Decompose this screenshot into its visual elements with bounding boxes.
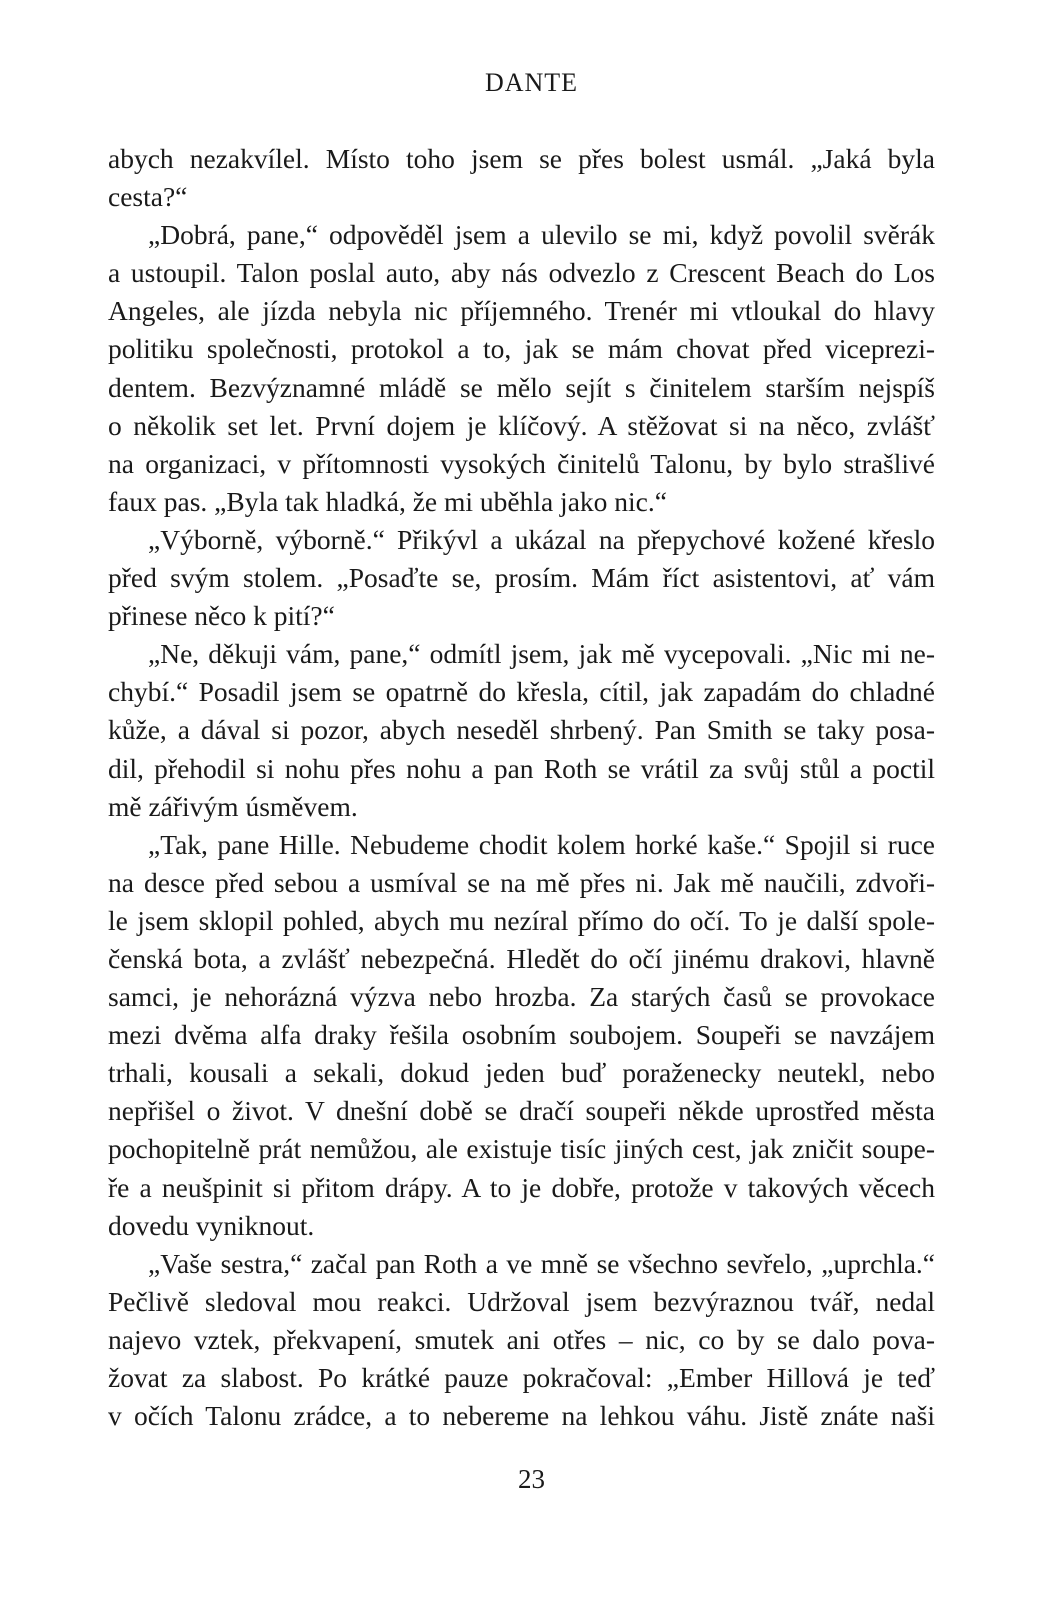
text-line: najevo vztek, překvapení, smutek ani otřes – nic, co by se dalo pova- <box>108 1323 935 1355</box>
text-line: na organizaci, v přítomnosti vysokých činitelů Talonu, by bylo strašlivé <box>108 447 935 479</box>
text-line: le jsem sklopil pohled, abych mu nezíral přímo do očí. To je další spole- <box>108 904 935 936</box>
text-line: „Dobrá, pane,“ odpověděl jsem a ulevilo se mi, když povolil svěrák <box>148 219 935 251</box>
text-line: samci, je nehorázná výzva nebo hrozba. Za starých časů se provokace <box>108 981 935 1013</box>
running-head: DANTE <box>484 68 579 97</box>
text-line: dovedu vyniknout. <box>108 1209 315 1241</box>
text-line: žovat za slabost. Po krátké pauze pokračoval: „Ember Hillová je teď <box>108 1362 935 1393</box>
text-line: trhali, kousali a sekali, dokud jeden buď poraženecky neutekl, nebo <box>108 1057 935 1089</box>
text-line: přinese něco k pití?“ <box>108 600 335 632</box>
text-line: v očích Talonu zrádce, a to nebereme na lehkou váhu. Jistě znáte naši <box>108 1400 935 1432</box>
text-line: abych nezakvílel. Místo toho jsem se přes bolest usmál. „Jaká byla <box>108 143 935 174</box>
text-line: pochopitelně prát nemůžou, ale existuje tisíc jiných cest, jak zničit soupe- <box>108 1133 935 1165</box>
text-line: „Ne, děkuji vám, pane,“ odmítl jsem, jak mě vycepovali. „Nic mi ne- <box>148 638 935 670</box>
text-line: dil, přehodil si nohu přes nohu a pan Roth se vrátil za svůj stůl a poctil <box>108 752 935 784</box>
text-line: „Výborně, výborně.“ Přikývl a ukázal na přepychové kožené křeslo <box>148 523 935 555</box>
text-line: mezi dvěma alfa draky řešila osobním soubojem. Soupeři se navzájem <box>108 1019 935 1051</box>
text-line: Angeles, ale jízda nebyla nic příjemného. Trenér mi vtloukal do hlavy <box>108 295 935 327</box>
text-line: politiku společnosti, protokol a to, jak se mám chovat před viceprezi- <box>108 333 935 365</box>
text-line: „Tak, pane Hille. Nebudeme chodit kolem horké kaše.“ Spojil si ruce <box>148 828 935 860</box>
text-line: ře a neušpinit si přitom drápy. A to je dobře, protože v takových věcech <box>108 1171 935 1203</box>
text-line: před svým stolem. „Posaďte se, prosím. Mám říct asistentovi, ať vám <box>108 562 935 594</box>
text-line: nepřišel o život. V dnešní době se dračí soupeři někde uprostřed města <box>108 1095 935 1127</box>
text-line: dentem. Bezvýznamné mládě se mělo sejít s činitelem starším nejspíš <box>108 371 935 403</box>
text-line: na desce před sebou a usmíval se na mě přes ni. Jak mě naučili, zdvoři- <box>108 866 935 898</box>
text-line: čenská bota, a zvlášť nebezpečná. Hledět do očí jinému drakovi, hlavně <box>108 942 935 974</box>
text-line: o několik set let. První dojem je klíčový. A stěžovat si na něco, zvlášť <box>108 409 935 441</box>
text-line: cesta?“ <box>108 181 188 213</box>
text-line: faux pas. „Byla tak hladká, že mi uběhla jako nic.“ <box>108 485 667 517</box>
page-number: 23 <box>518 1464 545 1494</box>
text-line: kůže, a dával si pozor, abych neseděl shrbený. Pan Smith se taky posa- <box>108 714 935 746</box>
body-text <box>108 140 935 1435</box>
text-line: mě zářivým úsměvem. <box>108 790 358 822</box>
text-line: „Vaše sestra,“ začal pan Roth a ve mně se všechno sevřelo, „uprchla.“ <box>148 1247 935 1279</box>
text-line: chybí.“ Posadil jsem se opatrně do křesla, cítil, jak zapadám do chladné <box>108 676 935 708</box>
text-line: a ustoupil. Talon poslal auto, aby nás odvezlo z Crescent Beach do Los <box>108 257 935 289</box>
text-line: Pečlivě sledoval mou reakci. Udržoval jsem bezvýraznou tvář, nedal <box>108 1285 935 1317</box>
